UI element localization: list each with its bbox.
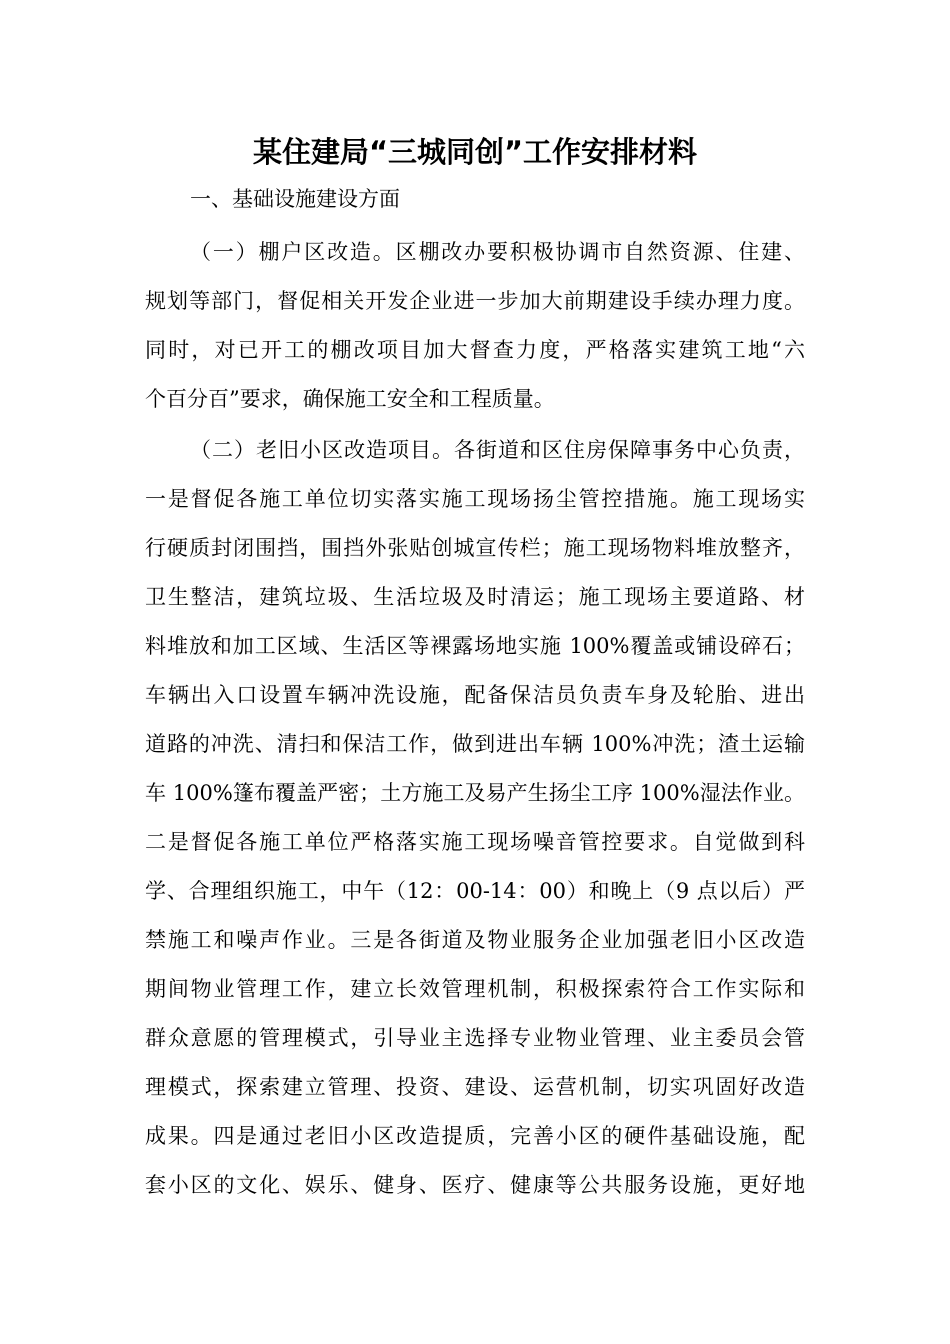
paragraph-2-line-14: 理模式，探索建立管理、投资、建设、运营机制，切实巩固好改造 — [145, 1075, 805, 1099]
paragraph-2-line-8: 车 100%篷布覆盖严密；土方施工及易产生扬尘工序 100%湿法作业。 — [145, 781, 805, 805]
paragraph-2-line-4: 卫生整洁，建筑垃圾、生活垃圾及时清运；施工现场主要道路、材 — [145, 585, 805, 609]
document-title: 某住建局“三城同创”工作安排材料 — [252, 135, 698, 169]
paragraph-2-line-3: 行硬质封闭围挡，围挡外张贴创城宣传栏；施工现场物料堆放整齐， — [145, 536, 805, 560]
paragraph-1-line-1: （一）棚户区改造。区棚改办要积极协调市自然资源、住建、 — [190, 240, 805, 264]
paragraph-2-line-10: 学、合理组织施工，中午（12：00-14：00）和晚上（9 点以后）严 — [145, 879, 805, 903]
paragraph-2-line-5: 料堆放和加工区域、生活区等裸露场地实施 100%覆盖或铺设碎石； — [145, 634, 805, 658]
paragraph-1-line-3: 同时，对已开工的棚改项目加大督查力度，严格落实建筑工地“六 — [145, 338, 805, 362]
paragraph-2-line-13: 群众意愿的管理模式，引导业主选择专业物业管理、业主委员会管 — [145, 1026, 805, 1050]
paragraph-2-line-9: 二是督促各施工单位严格落实施工现场噪音管控要求。自觉做到科 — [145, 830, 805, 854]
paragraph-2-line-2: 一是督促各施工单位切实落实施工现场扬尘管控措施。施工现场实 — [145, 487, 805, 511]
paragraph-2-line-16: 套小区的文化、娱乐、健身、医疗、健康等公共服务设施，更好地 — [145, 1173, 805, 1197]
section-heading: 一、基础设施建设方面 — [190, 187, 400, 211]
paragraph-2-line-12: 期间物业管理工作，建立长效管理机制，积极探索符合工作实际和 — [145, 977, 805, 1001]
paragraph-2-line-11: 禁施工和噪声作业。三是各街道及物业服务企业加强老旧小区改造 — [145, 928, 805, 952]
paragraph-2-line-6: 车辆出入口设置车辆冲洗设施，配备保洁员负责车身及轮胎、进出 — [145, 683, 805, 707]
paragraph-2-line-1: （二）老旧小区改造项目。各街道和区住房保障事务中心负责， — [190, 438, 805, 462]
paragraph-1-line-4: 个百分百”要求，确保施工安全和工程质量。 — [145, 387, 555, 411]
paragraph-2-line-7: 道路的冲洗、清扫和保洁工作，做到进出车辆 100%冲洗；渣土运输 — [145, 732, 805, 756]
paragraph-1-line-2: 规划等部门，督促相关开发企业进一步加大前期建设手续办理力度。 — [145, 289, 805, 313]
paragraph-2-line-15: 成果。四是通过老旧小区改造提质，完善小区的硬件基础设施，配 — [145, 1124, 805, 1148]
